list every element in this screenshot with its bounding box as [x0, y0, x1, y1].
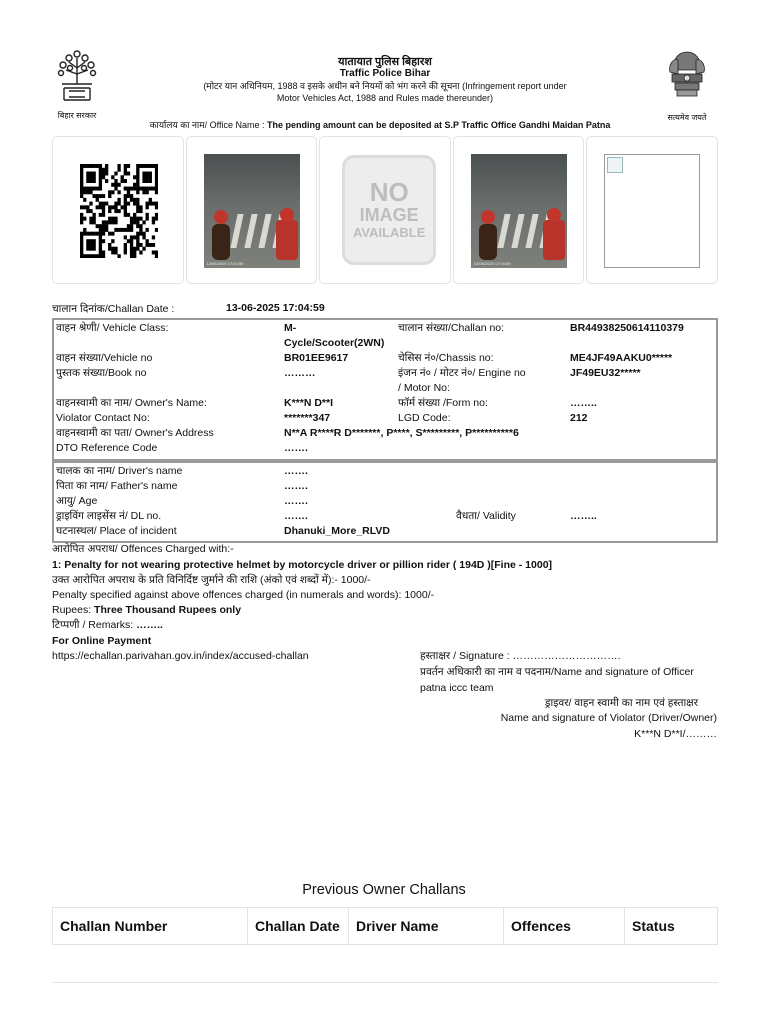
validity-label: वैधता/ Validity	[456, 510, 516, 522]
contact-label: Violator Contact No:	[56, 412, 150, 424]
qr-code-icon[interactable]	[80, 164, 158, 258]
online-payment-heading: For Online Payment	[52, 635, 152, 647]
driver-details-box	[52, 461, 718, 543]
office-value: The pending amount can be deposited at S.P Traffic Office Gandhi Maidan Patna	[267, 120, 611, 130]
photo-card-1	[186, 136, 318, 284]
violator-name: K***N D**I/………	[634, 728, 717, 740]
father-name-value: …….	[284, 480, 308, 492]
ashoka-emblem	[664, 46, 710, 108]
challan-no-value: BR44938250614110379	[570, 322, 684, 334]
driver-name-label: चालक का नाम/ Driver's name	[56, 465, 183, 477]
book-no-label: पुस्तक संख्या/Book no	[56, 367, 147, 379]
officer-team: patna iccc team	[420, 682, 494, 694]
offence-item: 1: Penalty for not wearing protective helmet by motorcycle driver or pillion rider ( 194D )[Fine - 1000]	[52, 559, 553, 571]
photo-timestamp-2: 13/06/2025 17:04:59	[473, 261, 511, 266]
book-no-value: ………	[284, 367, 316, 379]
no-image-word-1: NO	[369, 177, 409, 207]
no-image-placeholder[interactable]	[342, 155, 436, 265]
previous-challans-table	[52, 907, 718, 945]
vehicle-class-value-1: M-	[284, 322, 297, 334]
header-subtitle-line2: Motor Vehicles Act, 1988 and Rules made thereunder)	[276, 93, 494, 103]
violation-photo-1[interactable]	[204, 154, 300, 268]
driver-name-value: …….	[284, 465, 308, 477]
header-title-hindi: यातायात पुलिस बिहारश	[338, 56, 432, 68]
form-no-value: ……..	[570, 397, 597, 409]
table-header-row	[53, 908, 718, 945]
bihar-emblem	[50, 46, 104, 108]
challan-no-label: चालान संख्या/Challan no:	[398, 322, 505, 334]
evidence-images	[52, 136, 718, 284]
challan-date-label: चालान दिनांक/Challan Date :	[52, 303, 175, 315]
no-image-word-2: IMAGE	[359, 205, 419, 225]
office-label: कार्यालय का नाम/ Office Name :	[149, 120, 268, 130]
broken-image-icon	[607, 157, 623, 173]
remarks-line	[52, 618, 163, 634]
dto-label: DTO Reference Code	[56, 442, 158, 454]
age-value: …….	[284, 495, 308, 507]
officer-line: प्रवर्तन अधिकारी का नाम व पदनाम/Name and signature of Officer	[420, 666, 694, 678]
challan-date-value: 13-06-2025 17:04:59	[226, 302, 325, 314]
owner-address-value: N**A R****R D*******, P****, S*********, P**********6	[284, 427, 519, 439]
violator-hindi: ड्राइवर/ वाहन स्वामी का नाम एवं हस्ताक्षर	[544, 697, 698, 709]
offences-heading: आरोपित अपराध/ Offences Charged with:-	[52, 543, 234, 555]
broken-image[interactable]	[604, 154, 700, 268]
page-divider	[52, 982, 718, 983]
age-label: आयु/ Age	[56, 495, 98, 507]
lion-capital-icon	[664, 46, 710, 108]
dl-no-value: …….	[284, 510, 308, 522]
owner-address-label: वाहनस्वामी का पता/ Owner's Address	[56, 427, 214, 439]
vehicle-class-label: वाहन श्रेणी/ Vehicle Class:	[56, 322, 169, 334]
chassis-value: ME4JF49AAKU0*****	[570, 352, 673, 364]
header-subtitle-line1: (मोटर यान अधिनियम, 1988 व इसके अधीन बने नियमों को भंग करने की सूचना (Infringement report under	[203, 81, 567, 91]
contact-value: *******347	[284, 412, 331, 424]
rupees-label: Rupees:	[52, 604, 95, 616]
photo-timestamp-1: 13/06/2025 17:04:59	[206, 261, 244, 266]
photo-card-2	[453, 136, 585, 284]
engine-label-2: / Motor No:	[398, 382, 450, 394]
violator-english: Name and signature of Violator (Driver/Owner)	[500, 712, 717, 724]
remarks-value: ……..	[136, 619, 163, 631]
satyamev-jayate-label: सत्यमेव जयते	[667, 113, 707, 122]
chassis-label: चेसिस नं०/Chassis no:	[398, 352, 494, 364]
vehicle-no-label: वाहन संख्या/Vehicle no	[56, 352, 153, 364]
no-image-card	[319, 136, 451, 284]
lgd-code-value: 212	[570, 412, 588, 424]
payment-url-link[interactable]: https://echallan.parivahan.gov.in/index/accused-challan	[52, 650, 309, 662]
rupees-line	[52, 603, 241, 619]
col-driver-name: Driver Name	[349, 908, 504, 945]
engine-value: JF49EU32*****	[570, 367, 641, 379]
col-challan-number: Challan Number	[53, 908, 248, 945]
vehicle-class-value-2: Cycle/Scooter(2WN)	[284, 337, 385, 349]
office-name	[60, 118, 700, 131]
amount-english: Penalty specified against above offences charged (in numerals and words): 1000/-	[52, 589, 435, 601]
dto-value: …….	[284, 442, 308, 454]
violation-photo-2[interactable]	[471, 154, 567, 268]
signature-line: हस्ताक्षर / Signature : ………………………….	[420, 650, 621, 662]
col-challan-date: Challan Date	[248, 908, 349, 945]
dl-no-label: ड्राइविंग लाइसेंस नं/ DL no.	[56, 510, 162, 522]
broken-image-card	[586, 136, 718, 284]
place-value: Dhanuki_More_RLVD	[284, 525, 390, 537]
col-offences: Offences	[504, 908, 625, 945]
bodhi-tree-icon	[50, 46, 104, 108]
qr-card	[52, 136, 184, 284]
vehicle-details-box	[52, 318, 718, 461]
bihar-sarkar-label: बिहार सरकार	[57, 111, 97, 120]
vehicle-no-value: BR01EE9617	[284, 352, 349, 364]
owner-name-label: वाहनस्वामी का नाम/ Owner's Name:	[56, 397, 207, 409]
rupees-value: Three Thousand Rupees only	[94, 604, 242, 616]
amount-hindi: उक्त आरोपित अपराध के प्रति विनिर्दिष्ट जुर्माने की राशि (अंको एवं शब्दों में):- 1000/-	[52, 574, 371, 586]
header-title: Traffic Police Bihar	[339, 68, 431, 79]
remarks-label: टिप्पणी / Remarks:	[52, 619, 137, 631]
previous-challans-title: Previous Owner Challans	[302, 882, 466, 898]
form-no-label: फॉर्म संख्या /Form no:	[398, 397, 488, 409]
engine-label-1: इंजन नं० / मोटर नं०/ Engine no	[398, 367, 526, 379]
col-status: Status	[625, 908, 718, 945]
owner-name-value: K***N D**I	[284, 397, 334, 409]
lgd-code-label: LGD Code:	[398, 412, 451, 424]
header-subtitle	[150, 80, 620, 104]
place-label: घटनास्थल/ Place of incident	[56, 525, 177, 537]
father-name-label: पिता का नाम/ Father's name	[56, 480, 178, 492]
no-image-word-3: AVAILABLE	[352, 225, 426, 240]
validity-value: ……..	[570, 510, 597, 522]
